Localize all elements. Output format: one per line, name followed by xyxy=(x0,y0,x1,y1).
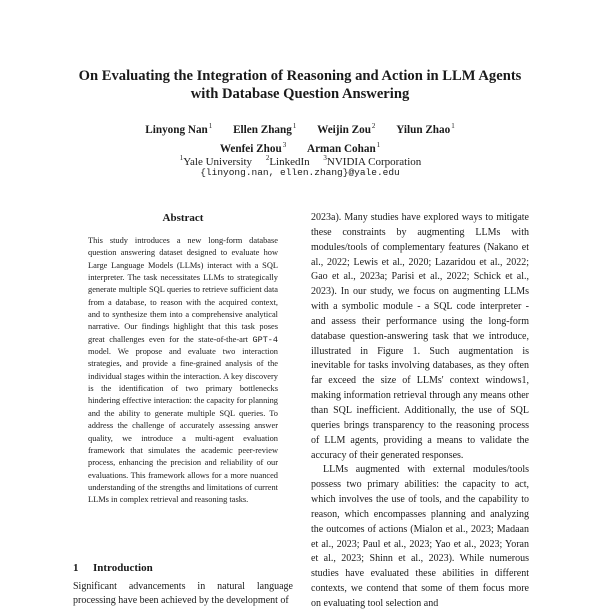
author: Weijin Zou$^2$ xyxy=(317,122,376,136)
paper-title xyxy=(40,67,560,103)
abstract-heading: Abstract xyxy=(162,212,204,224)
affiliation: $^3$NVIDIA Corporation xyxy=(323,154,422,168)
author: Wenfei Zhou$^3$ xyxy=(219,141,287,155)
introduction-text: Significant advancements in natural language processing have been achieved by the development of xyxy=(73,581,293,606)
author: Yilun Zhao$^1$ xyxy=(396,122,455,136)
section-heading-introduction: 1 Introduction xyxy=(73,562,153,574)
title-line-2: with Database Question Answering xyxy=(190,86,410,102)
author-row-1 xyxy=(40,119,560,138)
author: Arman Cohan$^1$ xyxy=(306,141,381,155)
right-column xyxy=(311,211,529,612)
title-line-1: On Evaluating the Integration of Reasoning and Action in LLM Agents xyxy=(78,68,522,84)
affiliation: $^1$Yale University xyxy=(179,154,253,168)
paragraph: LLMs augmented with external modules/tools possess two primary abilities: the capacity to act, which involves the use of tools, and the capability to reason, which encompasses planning and analyzing the outcomes of actions (Mialon et al., 2023; Madaan et al., 2023; Paul et al., 2023; Yao et al., 2023; Yoran et al., 2023; Shinn et al., 2023). While numerous studies have evaluated these abilities in different contexts, we contend that some of them focus more on evaluating tool selection and xyxy=(311,464,529,609)
author-email[interactable]: {linyong.nan, ellen.zhang}@yale.edu xyxy=(200,167,400,178)
paragraph: 2023a). Many studies have explored ways to mitigate these constraints by augmenting LLMs with modules/tools of complementary features (Nakano et al., 2022; Lewis et al., 2020; Lazaridou et al., 2022; Gao et al., 2023a; Parisi et al., 2022; Schick et al., 2023). In our study, we focus on augmenting LLMs with a symbolic module - a SQL code interpreter - and assess their performance using the long-form database question-answering task that we introduce, illustrated in Figure 1. Such augmentation is inevitable for tasks involving databases, as they often far exceed the size of LLMs' context windows1, making information retrieval through any means other than SQL inefficient. Additionally, the use of SQL queries brings transparency to the reasoning process of LLM agents, providing a means to validate the accuracy of their generated responses. xyxy=(311,212,529,461)
author: Linyong Nan$^1$ xyxy=(145,122,213,136)
affiliation: $^2$LinkedIn xyxy=(265,154,310,168)
abstract-body: This study introduces a new long-form database question answering dataset designed to evaluate how Large Language Models (LLMs) interact with a SQL interpreter. The task necessitates LLMs to strategically generate multiple SQL queries to retrieve sufficient data from a database, to reason with the acquired context, and to synthesize them into a comprehensive analytical narrative. Our findings highlight that this task poses great challenges even for the state-of-the-art GPT-4 model. We propose and evaluate two interaction strategies, and provide a fine-grained analysis of the individual stages within the interaction. A key discovery is the identification of two primary bottlenecks hindering effective interaction: the capacity for planning and the ability to generate multiple SQL queries. To address the challenge of accurately assessing answer quality, we introduce a multi-agent evaluation framework that simulates the academic peer-review process, enhancing the precision and reliability of our evaluations. This framework allows for a more nuanced understanding of the strengths and limitations of current LLMs in complex retrieval and reasoning tasks. xyxy=(88,236,279,505)
author: Ellen Zhang$^1$ xyxy=(233,122,297,136)
model-name: GPT-4 xyxy=(252,334,279,345)
